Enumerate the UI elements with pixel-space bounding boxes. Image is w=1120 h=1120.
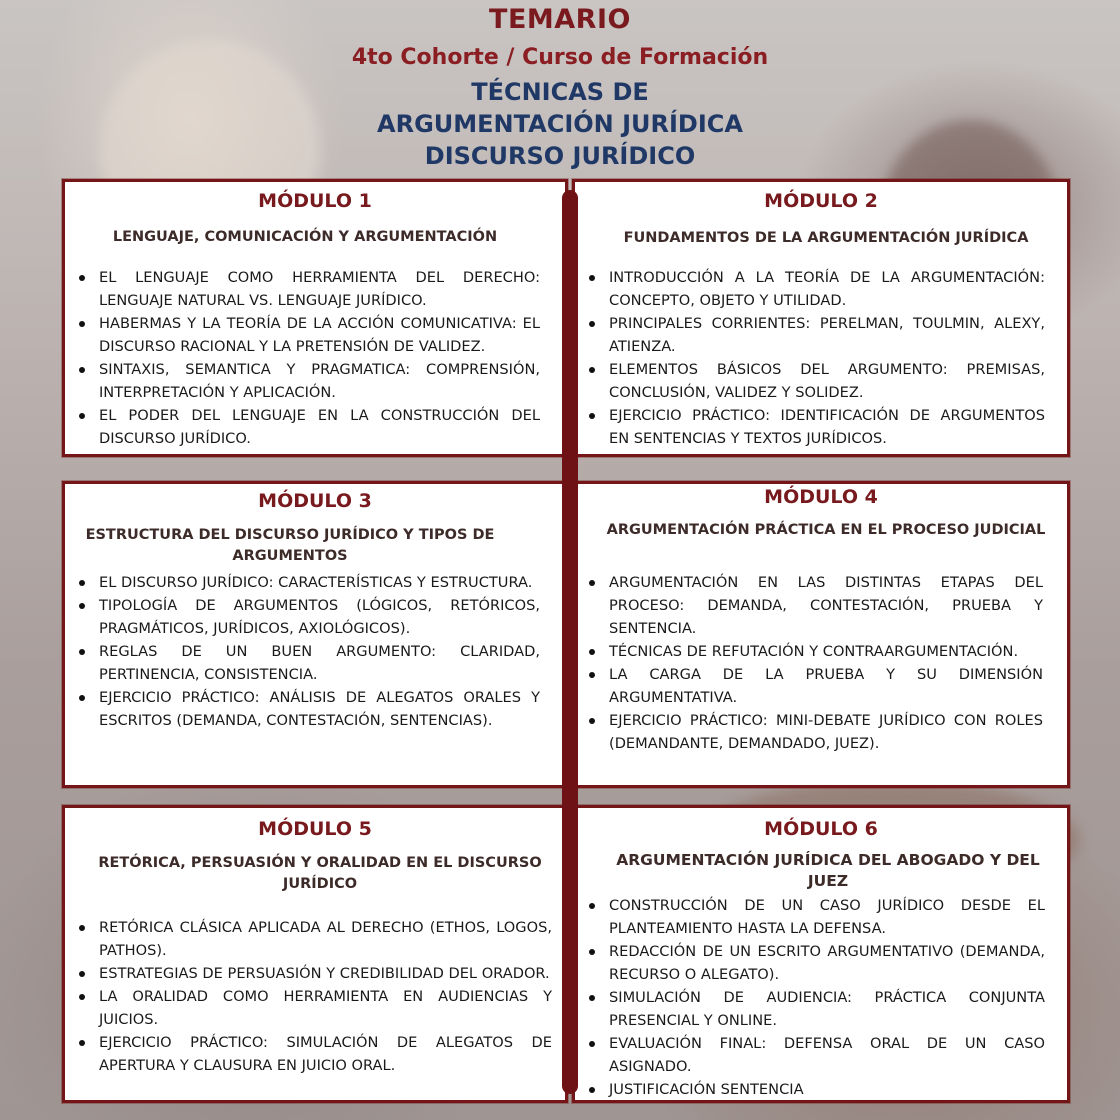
course-title: [0, 76, 1120, 172]
module-label: MÓDULO 5: [258, 818, 372, 840]
bullet-icon: [79, 1040, 85, 1046]
topic-item: PRINCIPALES CORRIENTES: PERELMAN, TOULMIN, ALEXY, ATIENZA.: [575, 312, 1045, 358]
module-card-6: [572, 805, 1070, 1103]
topic-item: EJERCICIO PRÁCTICO: ANÁLISIS DE ALEGATOS ORALES Y ESCRITOS (DEMANDA, CONTESTACIÓN, SENTENCIAS).: [65, 686, 540, 732]
module-card-5: [62, 805, 568, 1103]
module-label: MÓDULO 4: [764, 486, 878, 508]
bullet-icon: [589, 649, 595, 655]
topic-item: ARGUMENTACIÓN EN LAS DISTINTAS ETAPAS DEL PROCESO: DEMANDA, CONTESTACIÓN, PRUEBA Y SENTENCIA.: [575, 571, 1043, 640]
module-heading: FUNDAMENTOS DE LA ARGUMENTACIÓN JURÍDICA: [623, 230, 1029, 246]
topic-item: JUSTIFICACIÓN SENTENCIA: [575, 1078, 1045, 1101]
bullet-icon: [589, 1087, 595, 1093]
topic-item: CONSTRUCCIÓN DE UN CASO JURÍDICO DESDE EL PLANTEAMIENTO HASTA LA DEFENSA.: [575, 894, 1045, 940]
topic-item: EL LENGUAJE COMO HERRAMIENTA DEL DERECHO: LENGUAJE NATURAL VS. LENGUAJE JURÍDICO.: [65, 266, 540, 312]
topic-item: EJERCICIO PRÁCTICO: IDENTIFICACIÓN DE ARGUMENTOS EN SENTENCIAS Y TEXTOS JURÍDICOS.: [575, 404, 1045, 450]
topic-item: LA CARGA DE LA PRUEBA Y SU DIMENSIÓN ARGUMENTATIVA.: [575, 663, 1043, 709]
topic-item: TÉCNICAS DE REFUTACIÓN Y CONTRAARGUMENTACIÓN.: [575, 640, 1043, 663]
module-topic-list: [575, 894, 1045, 1101]
topic-item: SIMULACIÓN DE AUDIENCIA: PRÁCTICA CONJUNTA PRESENCIAL Y ONLINE.: [575, 986, 1045, 1032]
bullet-icon: [589, 580, 595, 586]
bullet-icon: [79, 925, 85, 931]
module-label: MÓDULO 2: [764, 190, 878, 212]
course-title-line: DISCURSO JURÍDICO: [424, 142, 696, 170]
module-topic-list: [575, 266, 1045, 450]
topic-item: EVALUACIÓN FINAL: DEFENSA ORAL DE UN CASO ASIGNADO.: [575, 1032, 1045, 1078]
bullet-icon: [589, 321, 595, 327]
topic-item: SINTAXIS, SEMANTICA Y PRAGMATICA: COMPRENSIÓN, INTERPRETACIÓN Y APLICACIÓN.: [65, 358, 540, 404]
topic-item: EJERCICIO PRÁCTICO: MINI-DEBATE JURÍDICO CON ROLES (DEMANDANTE, DEMANDADO, JUEZ).: [575, 709, 1043, 755]
module-card-3: [62, 481, 568, 788]
bullet-icon: [79, 994, 85, 1000]
topic-item: HABERMAS Y LA TEORÍA DE LA ACCIÓN COMUNICATIVA: EL DISCURSO RACIONAL Y LA PRETENSIÓN DE VALIDEZ.: [65, 312, 540, 358]
topic-item: TIPOLOGÍA DE ARGUMENTOS (LÓGICOS, RETÓRICOS, PRAGMÁTICOS, JURÍDICOS, AXIOLÓGICOS).: [65, 594, 540, 640]
topic-item: INTRODUCCIÓN A LA TEORÍA DE LA ARGUMENTACIÓN: CONCEPTO, OBJETO Y UTILIDAD.: [575, 266, 1045, 312]
module-label: MÓDULO 3: [258, 490, 372, 512]
module-heading: ESTRUCTURA DEL DISCURSO JURÍDICO Y TIPOS DE ARGUMENTOS: [85, 527, 495, 564]
bullet-icon: [79, 275, 85, 281]
module-heading: ARGUMENTACIÓN PRÁCTICA EN EL PROCESO JUDICIAL: [606, 522, 1046, 538]
topic-item: EJERCICIO PRÁCTICO: SIMULACIÓN DE ALEGATOS DE APERTURA Y CLAUSURA EN JUICIO ORAL.: [65, 1031, 552, 1077]
topic-item: EL DISCURSO JURÍDICO: CARACTERÍSTICAS Y ESTRUCTURA.: [65, 571, 540, 594]
module-label: MÓDULO 6: [764, 818, 878, 840]
bullet-icon: [589, 413, 595, 419]
course-title-line: TÉCNICAS DE: [471, 78, 649, 106]
bullet-icon: [589, 718, 595, 724]
bullet-icon: [589, 367, 595, 373]
bullet-icon: [589, 275, 595, 281]
module-topic-list: [65, 571, 540, 732]
bullet-icon: [589, 949, 595, 955]
topic-item: REGLAS DE UN BUEN ARGUMENTO: CLARIDAD, PERTINENCIA, CONSISTENCIA.: [65, 640, 540, 686]
topic-item: LA ORALIDAD COMO HERRAMIENTA EN AUDIENCIAS Y JUICIOS.: [65, 985, 552, 1031]
bullet-icon: [589, 1041, 595, 1047]
module-topic-list: [65, 916, 552, 1077]
topic-item: ELEMENTOS BÁSICOS DEL ARGUMENTO: PREMISAS, CONCLUSIÓN, VALIDEZ Y SOLIDEZ.: [575, 358, 1045, 404]
cohort-subtitle: 4to Cohorte / Curso de Formación: [351, 45, 769, 70]
bullet-icon: [79, 649, 85, 655]
bullet-icon: [79, 413, 85, 419]
bullet-icon: [589, 995, 595, 1001]
bullet-icon: [79, 603, 85, 609]
bullet-icon: [589, 672, 595, 678]
page-title: TEMARIO: [489, 4, 631, 35]
topic-item: ESTRATEGIAS DE PERSUASIÓN Y CREDIBILIDAD DEL ORADOR.: [65, 962, 552, 985]
module-card-4: [572, 481, 1070, 788]
module-heading: ARGUMENTACIÓN JURÍDICA DEL ABOGADO Y DEL JUEZ: [616, 851, 1040, 890]
bullet-icon: [79, 971, 85, 977]
bullet-icon: [79, 321, 85, 327]
module-topic-list: [575, 571, 1043, 755]
vertical-divider-bar: [562, 190, 578, 1094]
topic-item: EL PODER DEL LENGUAJE EN LA CONSTRUCCIÓN DEL DISCURSO JURÍDICO.: [65, 404, 540, 450]
bullet-icon: [79, 695, 85, 701]
module-heading: RETÓRICA, PERSUASIÓN Y ORALIDAD EN EL DISCURSO JURÍDICO: [98, 855, 542, 892]
module-card-2: [572, 179, 1070, 457]
bullet-icon: [589, 903, 595, 909]
module-card-1: [62, 179, 568, 457]
module-topic-list: [65, 266, 540, 450]
module-label: MÓDULO 1: [258, 190, 372, 212]
bullet-icon: [79, 367, 85, 373]
topic-item: RETÓRICA CLÁSICA APLICADA AL DERECHO (ETHOS, LOGOS, PATHOS).: [65, 916, 552, 962]
module-heading: LENGUAJE, COMUNICACIÓN Y ARGUMENTACIÓN: [112, 229, 498, 245]
topic-item: REDACCIÓN DE UN ESCRITO ARGUMENTATIVO (DEMANDA, RECURSO O ALEGATO).: [575, 940, 1045, 986]
course-title-line: ARGUMENTACIÓN JURÍDICA: [377, 110, 743, 138]
bullet-icon: [79, 580, 85, 586]
